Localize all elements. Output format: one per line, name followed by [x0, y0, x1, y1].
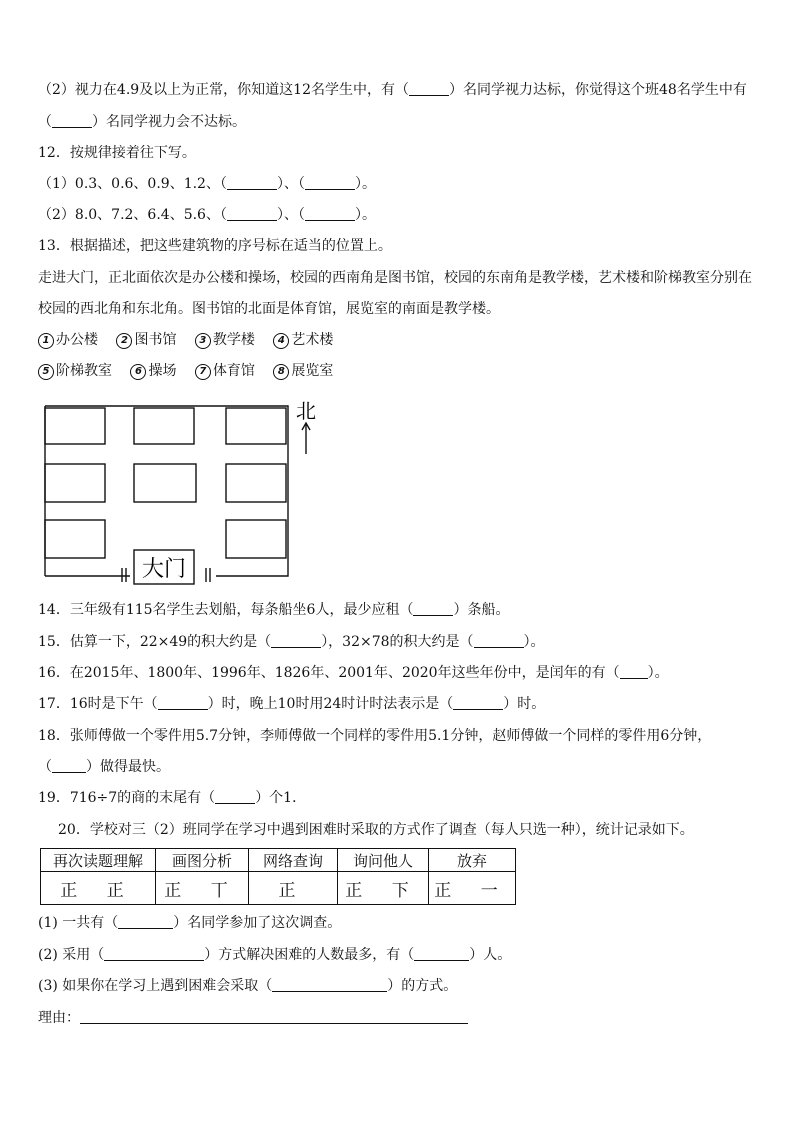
option-6: 6 操场: [130, 361, 176, 381]
tally-table: [40, 848, 516, 905]
option-8: 8 展览室: [273, 361, 333, 381]
tally-value-row: [41, 872, 516, 905]
q12-blank2[interactable]: [305, 175, 355, 190]
plot-sw[interactable]: [45, 520, 105, 558]
q20-sub1: (1) 一共有（ ）名同学参加了这次调查。: [38, 915, 342, 931]
q17-blank2[interactable]: [453, 695, 503, 710]
q16-blank[interactable]: [620, 664, 648, 679]
option-1: 1 办公楼: [38, 330, 98, 350]
q11-line1: （2）视力在4.9及以上为正常，你知道这12名学生中，有（ ）名同学视力达标，你觉得这个班48名学生中有: [38, 82, 747, 98]
header-drawing: 画图分析: [156, 849, 249, 872]
q15-blank1[interactable]: [271, 633, 321, 648]
tally-header-row: [41, 849, 516, 872]
q17: 17．16时是下午（ ）时，晚上10时用24时计时法表示是（ ）时。: [38, 696, 546, 712]
reason-line[interactable]: [80, 1009, 468, 1024]
q12-part1: （1）0.3、0.6、0.9、1.2、（ ）、（ ）。: [38, 176, 376, 192]
q13-options-row2: [38, 361, 347, 381]
q12-part2: （2）8.0、7.2、6.4、5.6、（ ）、（ ）。: [38, 207, 376, 223]
tally-online: 正: [249, 872, 338, 905]
north-arrow-icon: [302, 423, 310, 454]
tally-drawing: 正 丅: [156, 872, 249, 905]
q20-sub3: (3) 如果你在学习上遇到困难会采取（ ）的方式。: [38, 978, 458, 994]
q13-options-row1: [38, 330, 347, 350]
tally-ask: 正 下: [338, 872, 429, 905]
q15: 15．估算一下，22×49的积大约是（ ），32×78的积大约是（ ）。: [38, 634, 545, 650]
q12-blank1[interactable]: [227, 175, 277, 190]
plot-se[interactable]: [226, 520, 286, 558]
campus-map: [38, 396, 338, 586]
option-2: 2 图书馆: [116, 330, 176, 350]
q11-blank1[interactable]: [409, 81, 449, 96]
header-reread: 再次读题理解: [41, 849, 156, 872]
header-ask: 询问他人: [338, 849, 429, 872]
plot-w-middle[interactable]: [45, 464, 105, 502]
q13-desc1: 走进大门，正北面依次是办公楼和操场，校园的西南角是图书馆，校园的东南角是教学楼，艺术楼和阶梯教室分别在: [38, 270, 752, 286]
plot-nw[interactable]: [45, 408, 105, 444]
north-label: 北: [296, 399, 316, 423]
q20-title: 20．学校对三（2）班同学在学习中遇到困难时采取的方式作了调查（每人只选一种），统计记录如下。: [58, 822, 694, 838]
q19-blank[interactable]: [215, 789, 255, 804]
q14-blank[interactable]: [413, 601, 453, 616]
plot-e-middle[interactable]: [226, 464, 286, 502]
header-online: 网络查询: [249, 849, 338, 872]
q12-blank3[interactable]: [227, 206, 277, 221]
q18-blank[interactable]: [52, 758, 86, 773]
tally-reread: 正 正: [41, 872, 156, 905]
q20-blank1[interactable]: [118, 914, 173, 929]
option-4: 4 艺术楼: [273, 330, 333, 350]
q12-blank4[interactable]: [305, 206, 355, 221]
plot-n-middle[interactable]: [134, 408, 194, 444]
option-3: 3 教学楼: [195, 330, 255, 350]
plot-ne[interactable]: [226, 408, 286, 444]
plot-center[interactable]: [134, 464, 196, 502]
q11-line2: （ ）名同学视力会不达标。: [38, 114, 246, 130]
gate-label: 大门: [141, 557, 187, 582]
option-7: 7 体育馆: [195, 361, 255, 381]
q20-sub2: (2) 采用（ ）方式解决困难的人数最多，有（ ）人。: [38, 947, 512, 963]
q15-blank2[interactable]: [474, 633, 524, 648]
q13-desc2: 校园的西北角和东北角。图书馆的北面是体育馆，展览室的南面是教学楼。: [38, 301, 500, 317]
q20-blank4[interactable]: [272, 977, 387, 992]
q18-line2: （ ）做得最快。: [38, 759, 170, 775]
q20-reason: 理由：: [38, 1008, 468, 1028]
q18-line1: 18．张师傅做一个零件用5.7分钟，李师傅做一个同样的零件用5.1分钟，赵师傅做一个同样的零件用6分钟，: [38, 728, 712, 744]
q20-blank3[interactable]: [414, 946, 469, 961]
q13-title: 13．根据描述，把这些建筑物的序号标在适当的位置上。: [38, 238, 392, 254]
header-giveup: 放弃: [429, 849, 516, 872]
option-5: 5 阶梯教室: [38, 361, 112, 381]
q16: 16．在2015年、1800年、1996年、1826年、2001年、2020年这些年份中，是闰年的有（ ）。: [38, 665, 669, 681]
q14: 14．三年级有115名学生去划船，每条船坐6人，最少应租（ ）条船。: [38, 602, 510, 618]
q12-title: 12．按规律接着往下写。: [38, 145, 196, 161]
q20-blank2[interactable]: [104, 946, 204, 961]
q11-blank2[interactable]: [52, 113, 92, 128]
tally-giveup: 正 一: [429, 872, 516, 905]
q17-blank1[interactable]: [158, 695, 208, 710]
q19: 19．716÷7的商的末尾有（ ）个1．: [38, 790, 307, 806]
